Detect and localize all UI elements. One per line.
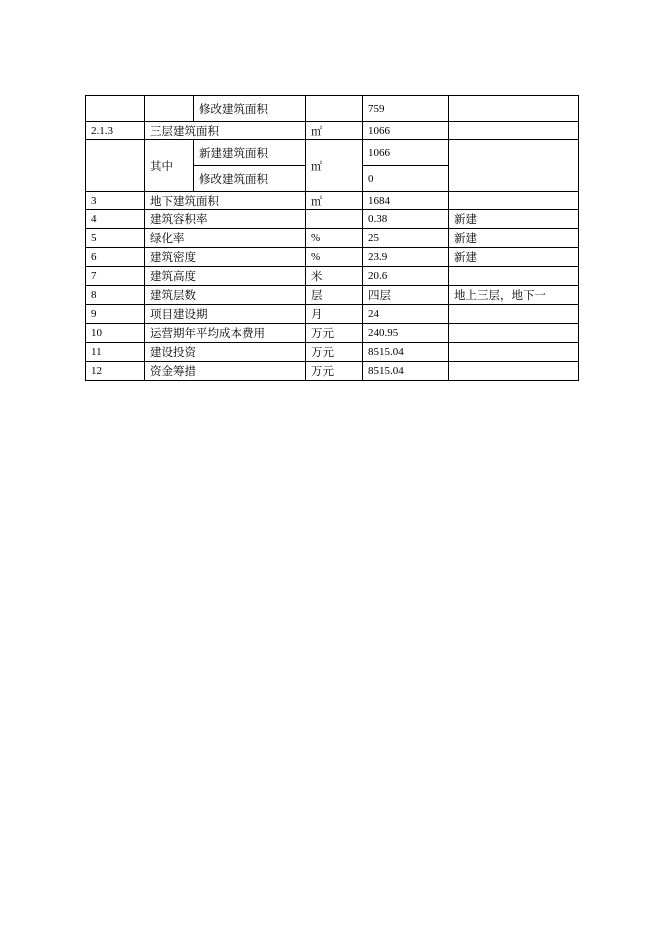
item-value: 1066 xyxy=(363,140,449,166)
item-unit: % xyxy=(306,229,363,248)
item-name: 建筑高度 xyxy=(145,267,306,286)
item-note xyxy=(449,343,579,362)
item-name: 建设投资 xyxy=(145,343,306,362)
item-unit: 层 xyxy=(306,286,363,305)
item-number: 9 xyxy=(86,305,145,324)
item-value: 759 xyxy=(363,96,449,122)
item-number: 7 xyxy=(86,267,145,286)
item-number: 8 xyxy=(86,286,145,305)
item-value: 1684 xyxy=(363,192,449,210)
item-value: 0.38 xyxy=(363,210,449,229)
project-indicator-table xyxy=(85,95,579,381)
item-number: 3 xyxy=(86,192,145,210)
table-row xyxy=(86,343,579,362)
empty-cell xyxy=(145,96,194,122)
item-subname: 修改建筑面积 xyxy=(194,96,306,122)
table-row xyxy=(86,286,579,305)
table-row xyxy=(86,140,579,166)
item-unit: ㎡ xyxy=(306,122,363,140)
empty-cell xyxy=(449,140,579,192)
item-unit: 米 xyxy=(306,267,363,286)
item-value: 0 xyxy=(363,166,449,192)
item-name: 建筑层数 xyxy=(145,286,306,305)
item-value: 1066 xyxy=(363,122,449,140)
item-number: 12 xyxy=(86,362,145,381)
item-number: 11 xyxy=(86,343,145,362)
item-subname: 修改建筑面积 xyxy=(194,166,306,192)
table-row xyxy=(86,122,579,140)
item-unit: 万元 xyxy=(306,343,363,362)
table-row xyxy=(86,229,579,248)
group-label: 其中 xyxy=(145,140,194,192)
item-unit: 万元 xyxy=(306,324,363,343)
item-unit: 万元 xyxy=(306,362,363,381)
table-row xyxy=(86,210,579,229)
empty-cell xyxy=(449,96,579,122)
item-note: 地上三层，地下一 xyxy=(449,286,579,305)
item-number: 6 xyxy=(86,248,145,267)
empty-cell xyxy=(449,122,579,140)
item-value: 23.9 xyxy=(363,248,449,267)
item-name: 绿化率 xyxy=(145,229,306,248)
table-row xyxy=(86,96,579,122)
item-note xyxy=(449,324,579,343)
item-note xyxy=(449,305,579,324)
empty-cell xyxy=(86,140,145,192)
item-number: 2.1.3 xyxy=(86,122,145,140)
item-unit: ㎡ xyxy=(306,192,363,210)
table-row xyxy=(86,362,579,381)
item-name: 三层建筑面积 xyxy=(145,122,306,140)
item-number: 4 xyxy=(86,210,145,229)
item-unit xyxy=(306,210,363,229)
item-value: 240.95 xyxy=(363,324,449,343)
item-note: 新建 xyxy=(449,248,579,267)
item-value: 8515.04 xyxy=(363,343,449,362)
item-value: 25 xyxy=(363,229,449,248)
item-unit: ㎡ xyxy=(306,140,363,192)
item-value: 8515.04 xyxy=(363,362,449,381)
item-subname: 新建建筑面积 xyxy=(194,140,306,166)
table-row xyxy=(86,192,579,210)
item-note xyxy=(449,362,579,381)
item-name: 地下建筑面积 xyxy=(145,192,306,210)
item-number: 5 xyxy=(86,229,145,248)
item-value: 24 xyxy=(363,305,449,324)
item-name: 资金筹措 xyxy=(145,362,306,381)
item-note: 新建 xyxy=(449,229,579,248)
item-name: 项目建设期 xyxy=(145,305,306,324)
table-row xyxy=(86,305,579,324)
item-name: 建筑容积率 xyxy=(145,210,306,229)
empty-cell xyxy=(86,96,145,122)
item-unit: 月 xyxy=(306,305,363,324)
table-row xyxy=(86,324,579,343)
item-value: 20.6 xyxy=(363,267,449,286)
item-name: 建筑密度 xyxy=(145,248,306,267)
item-name: 运营期年平均成本费用 xyxy=(145,324,306,343)
empty-cell xyxy=(306,96,363,122)
item-note: 新建 xyxy=(449,210,579,229)
item-unit: % xyxy=(306,248,363,267)
item-value: 四层 xyxy=(363,286,449,305)
item-number: 10 xyxy=(86,324,145,343)
table-row xyxy=(86,267,579,286)
table-row xyxy=(86,248,579,267)
item-note xyxy=(449,192,579,210)
item-note xyxy=(449,267,579,286)
